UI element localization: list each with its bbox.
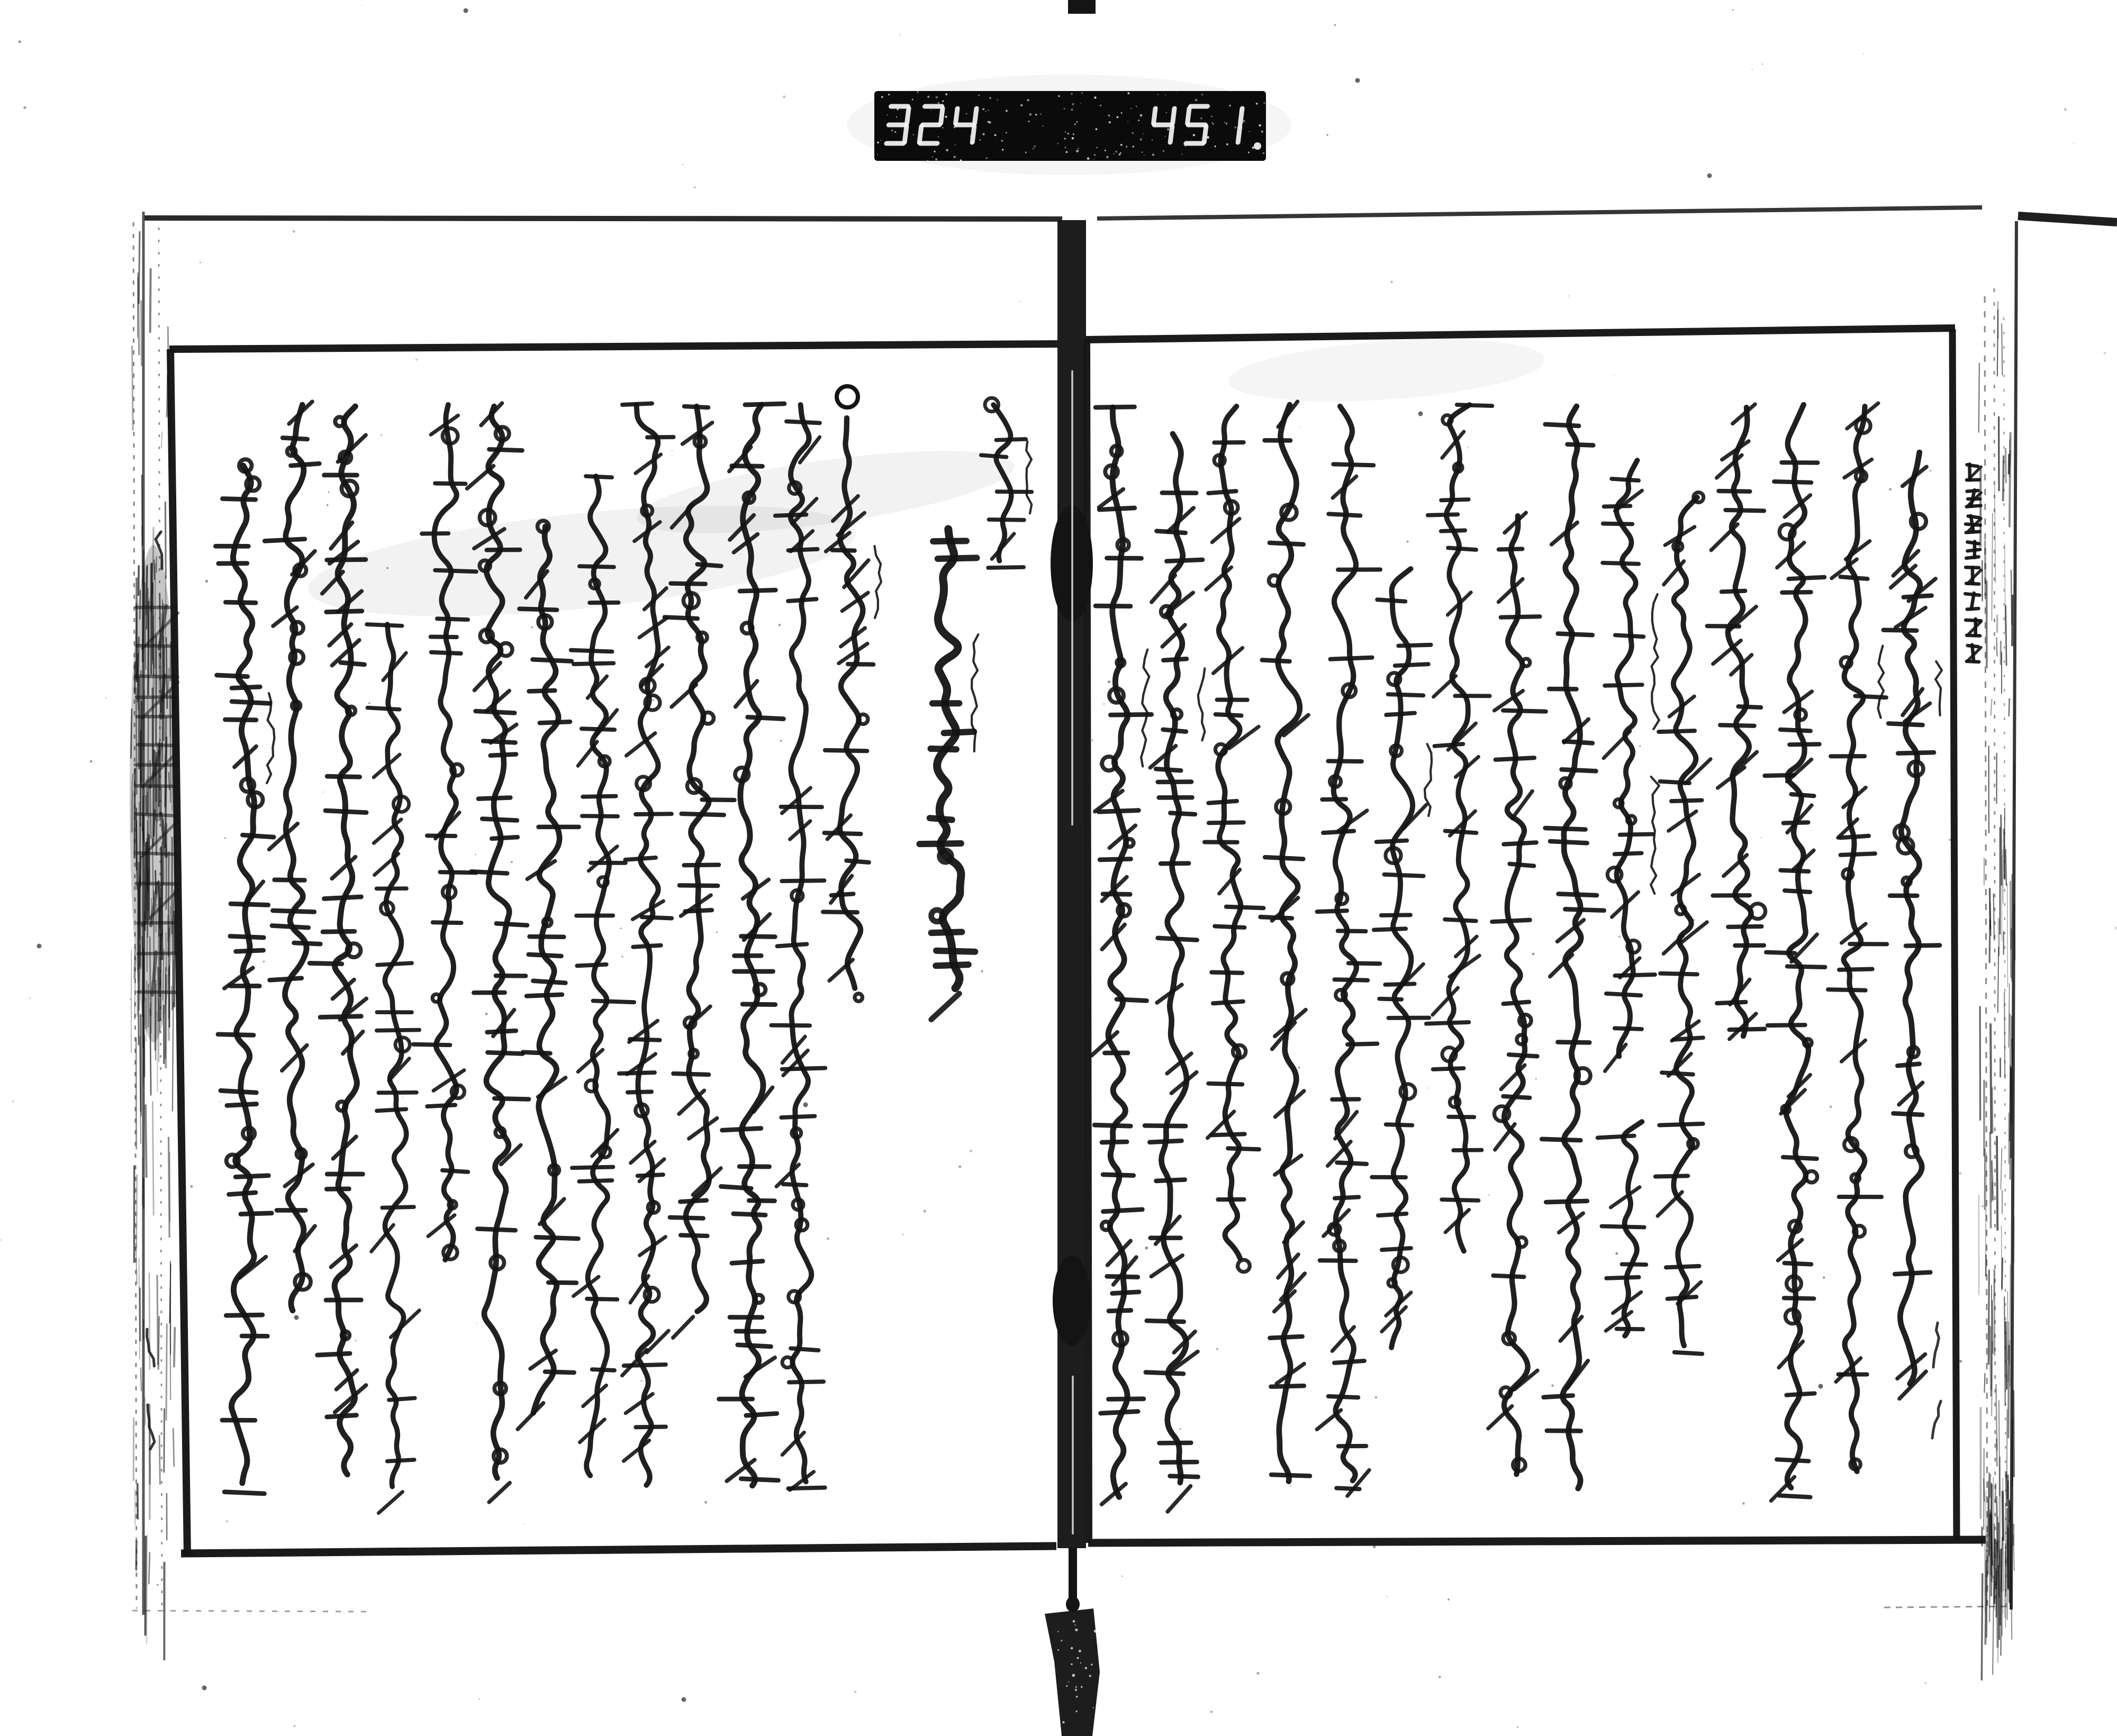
text-column bbox=[1261, 402, 1310, 1481]
text-column bbox=[1145, 434, 1205, 1512]
text-column bbox=[367, 624, 419, 1513]
margin-mark bbox=[148, 1405, 155, 1449]
text-column bbox=[571, 476, 634, 1476]
text-column bbox=[1707, 404, 1766, 1039]
text-column bbox=[1205, 406, 1264, 1272]
frame-counter-display bbox=[874, 90, 1266, 161]
text-column bbox=[1828, 403, 1887, 1471]
text-column bbox=[1092, 407, 1152, 1504]
text-column bbox=[1488, 513, 1546, 1474]
text-column bbox=[919, 529, 978, 1020]
text-column bbox=[1765, 405, 1825, 1501]
text-column bbox=[265, 402, 320, 1311]
margin-mark bbox=[1932, 1401, 1941, 1438]
text-column bbox=[1372, 569, 1432, 1348]
text-column bbox=[1426, 405, 1492, 1251]
text-column bbox=[1598, 460, 1659, 1336]
right-page-text-columns bbox=[1092, 402, 1942, 1512]
margin-mark bbox=[147, 1329, 155, 1366]
right-margin-title bbox=[1965, 464, 1981, 662]
text-column bbox=[1884, 452, 1942, 1399]
text-column bbox=[1655, 493, 1711, 1354]
text-column bbox=[1542, 406, 1604, 1488]
text-column bbox=[215, 459, 274, 1494]
text-column bbox=[1317, 406, 1380, 1496]
margin-mark bbox=[1933, 1323, 1939, 1367]
binding-tassel bbox=[1045, 1548, 1100, 1736]
